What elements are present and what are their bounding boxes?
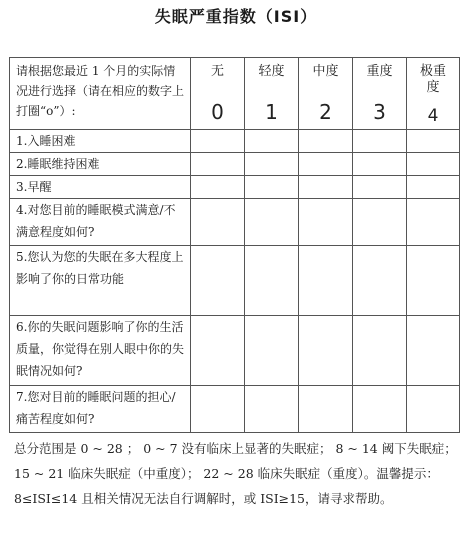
scoring-note: 15 ~ 21 临床失眠症（中重度）； 22 ~ 28 临床失眠症（重度）。温馨提示： 8≤ISI≤14 且相关情况无法自行调解时，或 ISI≥15，请寻求帮助。	[14, 466, 439, 506]
table-row	[10, 153, 460, 176]
answer-cell[interactable]	[353, 130, 407, 153]
answer-cell[interactable]	[191, 199, 245, 246]
answer-cell[interactable]	[245, 130, 299, 153]
answer-cell[interactable]	[245, 246, 299, 316]
option-label: 重度	[366, 64, 393, 79]
answer-cell[interactable]	[407, 316, 460, 386]
answer-cell[interactable]	[245, 199, 299, 246]
answer-cell[interactable]	[353, 386, 407, 433]
answer-cell[interactable]	[245, 153, 299, 176]
answer-cell[interactable]	[407, 199, 460, 246]
option-score[interactable]: 1	[265, 100, 278, 124]
option-score[interactable]: 2	[319, 100, 332, 124]
header-row	[10, 58, 460, 130]
option-very-severe[interactable]	[407, 58, 460, 130]
answer-cell[interactable]	[407, 130, 460, 153]
answer-cell[interactable]	[191, 246, 245, 316]
question-label: 6.你的失眠问题影响了你的生活质量，你觉得在别人眼中你的失眠情况如何?	[10, 316, 191, 386]
answer-cell[interactable]	[407, 176, 460, 199]
option-score[interactable]: 0	[211, 100, 224, 124]
option-none[interactable]	[191, 58, 245, 130]
answer-cell[interactable]	[191, 153, 245, 176]
instruction-cell: 请根据您最近 1 个月的实际情况进行选择（请在相应的数字上打圈“o”）:	[10, 58, 191, 130]
option-severe[interactable]	[353, 58, 407, 130]
answer-cell[interactable]	[407, 246, 460, 316]
answer-cell[interactable]	[299, 199, 353, 246]
answer-cell[interactable]	[191, 386, 245, 433]
question-label: 2.睡眠维持困难	[10, 153, 191, 176]
answer-cell[interactable]	[191, 176, 245, 199]
answer-cell[interactable]	[245, 386, 299, 433]
option-label: 无	[210, 64, 224, 79]
answer-cell[interactable]	[353, 176, 407, 199]
question-label: 7.您对目前的睡眠问题的担心/痛苦程度如何?	[10, 386, 191, 433]
option-score[interactable]: 3	[373, 100, 386, 124]
table-row	[10, 199, 460, 246]
answer-cell[interactable]	[245, 176, 299, 199]
table-row	[10, 246, 460, 316]
question-label: 1.入睡困难	[10, 130, 191, 153]
option-score[interactable]: 4	[427, 106, 439, 126]
table-row	[10, 130, 460, 153]
answer-cell[interactable]	[299, 316, 353, 386]
scoring-notes	[14, 436, 464, 511]
question-label: 5.您认为您的失眠在多大程度上影响了你的日常功能	[10, 246, 191, 316]
option-mild[interactable]	[245, 58, 299, 130]
answer-cell[interactable]	[191, 316, 245, 386]
question-label: 3.早醒	[10, 176, 191, 199]
option-label: 轻度	[258, 64, 285, 79]
answer-cell[interactable]	[299, 130, 353, 153]
answer-cell[interactable]	[245, 316, 299, 386]
scoring-note: 总分范围是 0 ~ 28 ； 0 ~ 7 没有临床上显著的失眠症； 8 ~ 14 阈下失眠症；	[14, 441, 457, 456]
answer-cell[interactable]	[353, 246, 407, 316]
answer-cell[interactable]	[299, 246, 353, 316]
option-moderate[interactable]	[299, 58, 353, 130]
answer-cell[interactable]	[353, 199, 407, 246]
page-title: 失眠严重指数（ISI）	[154, 7, 318, 26]
isi-questionnaire-table	[9, 57, 460, 433]
question-label: 4.对您目前的睡眠模式满意/不满意程度如何?	[10, 199, 191, 246]
table-row	[10, 316, 460, 386]
answer-cell[interactable]	[299, 153, 353, 176]
answer-cell[interactable]	[191, 130, 245, 153]
answer-cell[interactable]	[299, 386, 353, 433]
option-label: 极重度	[419, 64, 446, 95]
table-row	[10, 176, 460, 199]
answer-cell[interactable]	[353, 153, 407, 176]
answer-cell[interactable]	[407, 153, 460, 176]
option-label: 中度	[312, 64, 339, 79]
answer-cell[interactable]	[299, 176, 353, 199]
answer-cell[interactable]	[353, 316, 407, 386]
answer-cell[interactable]	[407, 386, 460, 433]
table-row	[10, 386, 460, 433]
